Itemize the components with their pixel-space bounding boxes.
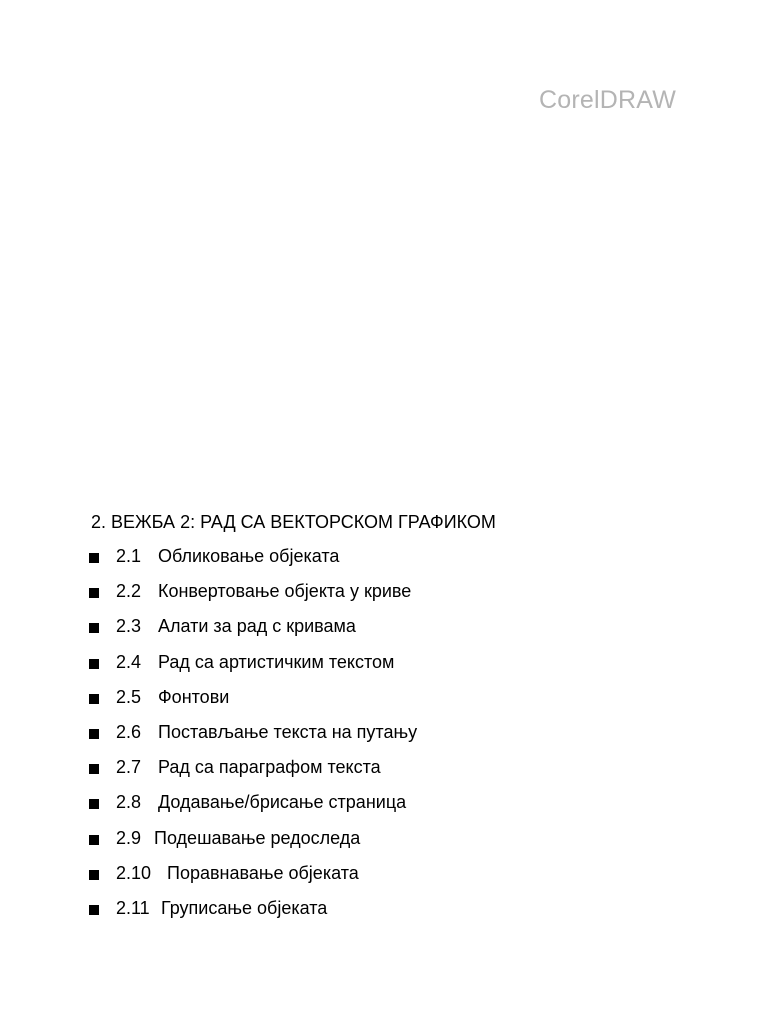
square-bullet-icon — [89, 588, 99, 598]
square-bullet-icon — [89, 870, 99, 880]
toc-item-label: Фонтови — [158, 686, 230, 707]
toc-item-number: 2.10 — [116, 862, 152, 883]
square-bullet-icon — [89, 729, 99, 739]
running-header: CorelDRAW — [539, 86, 676, 114]
toc-item-label: Поравнавање објеката — [167, 862, 359, 883]
square-bullet-icon — [89, 659, 99, 669]
toc-item — [89, 581, 417, 616]
square-bullet-icon — [89, 623, 99, 633]
toc-item — [89, 616, 417, 651]
toc-item — [89, 898, 417, 933]
toc-item-label: Рад са артистичким текстом — [158, 651, 395, 672]
square-bullet-icon — [89, 694, 99, 704]
toc-item-number: 2.6 — [116, 721, 142, 742]
toc-item-number: 2.2 — [116, 581, 142, 602]
toc-item-number: 2.4 — [116, 651, 142, 672]
toc-item-number: 2.9 — [116, 827, 142, 848]
chapter-title: 2. ВЕЖБА 2: РАД СА ВЕКТОРСКОМ ГРАФИКОМ — [91, 512, 496, 532]
toc-item-number: 2.11 — [116, 897, 150, 918]
toc-item-number: 2.3 — [116, 616, 142, 637]
square-bullet-icon — [89, 905, 99, 915]
toc-item-label: Постављање текста на путању — [158, 721, 418, 742]
toc-item — [89, 546, 417, 581]
toc-item-label: Груписање објеката — [161, 897, 328, 918]
toc-item-label: Конвертовање објекта у криве — [158, 581, 412, 602]
toc-item-label: Подешавање редоследа — [154, 827, 361, 848]
toc-item — [89, 863, 417, 898]
square-bullet-icon — [89, 764, 99, 774]
toc-item-number: 2.7 — [116, 757, 142, 778]
toc-item — [89, 792, 417, 827]
toc-item-number: 2.5 — [116, 686, 142, 707]
toc-item-label: Рад са параграфом текста — [158, 757, 381, 778]
toc-item-number: 2.1 — [116, 546, 142, 566]
toc-item — [89, 722, 417, 757]
toc-item-label: Обликовање објеката — [158, 546, 340, 566]
toc-item-label: Алати за рад с кривама — [158, 616, 356, 637]
toc-item — [89, 828, 417, 863]
toc-item — [89, 687, 417, 722]
toc-list — [89, 546, 417, 933]
toc-item — [89, 757, 417, 792]
square-bullet-icon — [89, 835, 99, 845]
toc-item — [89, 652, 417, 687]
square-bullet-icon — [89, 799, 99, 809]
toc-item-label: Додавање/брисање страница — [158, 792, 407, 813]
square-bullet-icon — [89, 553, 99, 563]
toc-item-number: 2.8 — [116, 792, 142, 813]
